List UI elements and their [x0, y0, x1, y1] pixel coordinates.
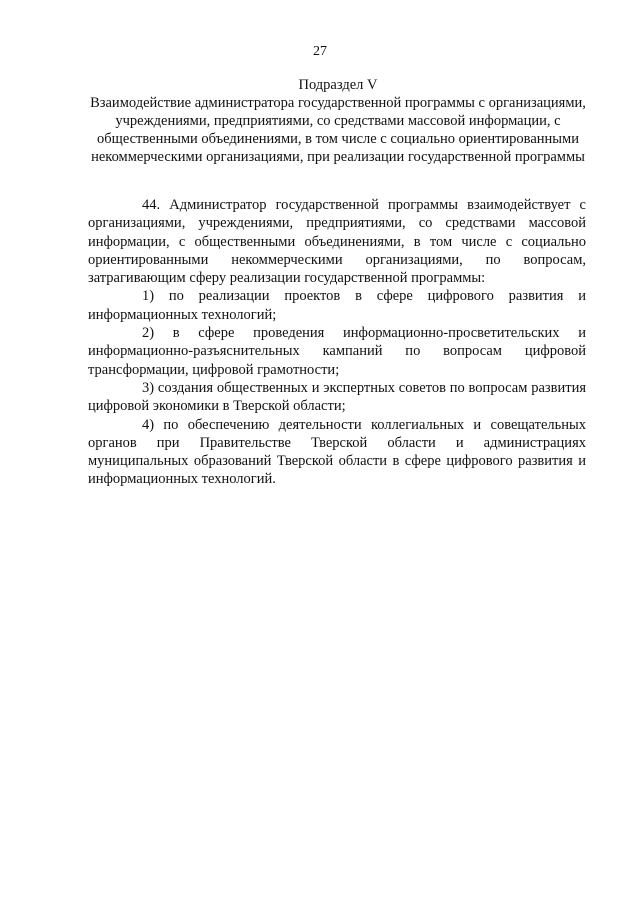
list-item-3: 3) создания общественных и экспертных советов по вопросам развития цифровой экономики в Тверской области; — [88, 379, 586, 415]
paragraph-44: 44. Администратор государственной программы взаимодействует с организациями, учреждениями, предприятиями, со средствами массовой информации, с общественными объединениями, в том числе с социально ориентированными некоммерческими организациями, по вопросам, затрагивающим сферу реализации государственной программы: — [88, 197, 586, 287]
list-item-2: 2) в сфере проведения информационно-просветительских и информационно-разъяснительных кампаний по вопросам цифровой трансформации, цифровой грамотности; — [88, 325, 586, 378]
list-item-1: 1) по реализации проектов в сфере цифрового развития и информационных технологий; — [88, 288, 586, 323]
section-title: Взаимодействие администратора государственной программы с организациями, учреждениями, предприятиями, со средствами массовой информации, с общественными объединениями, в том числе с социально ориентированными некоммерческими организациями, при реализации государственной программы — [90, 95, 586, 165]
subsection-label: Подраздел V — [298, 77, 378, 93]
section-heading — [88, 76, 588, 166]
list-item-4: 4) по обеспечению деятельности коллегиальных и совещательных органов при Правительстве Тверской области и администрациях муниципальных образований Тверской области в сфере цифрового развития и информационных технологий. — [88, 416, 586, 488]
page-number: 27 — [313, 44, 327, 59]
document-body — [88, 196, 586, 489]
